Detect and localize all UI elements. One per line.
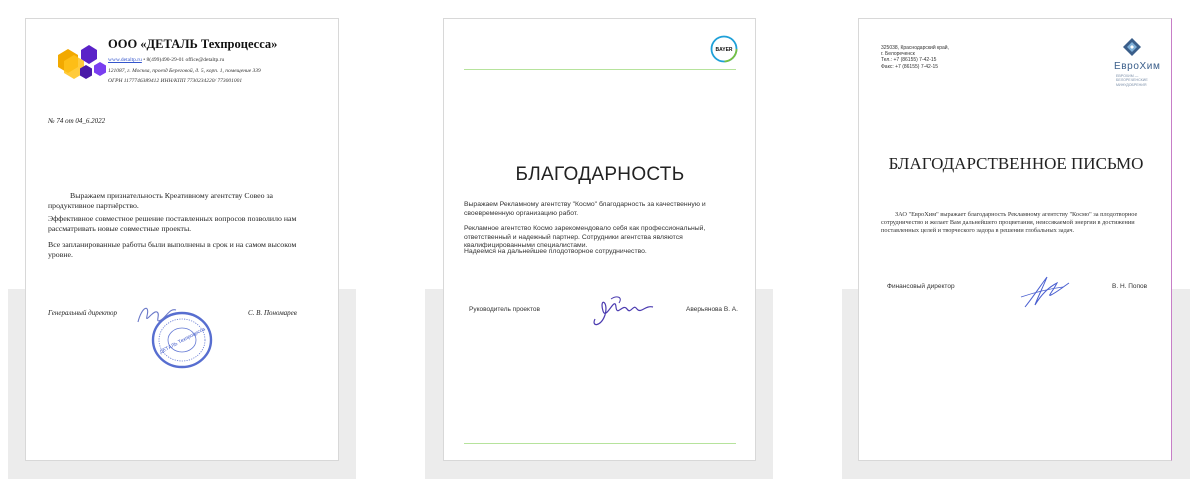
signature-name: С. В. Пономарев	[248, 309, 297, 317]
brand-subtitle: ЕВРОХИМ — БЕЛОРЕЧЕНСКИЕ МИНУДОБРЕНИЯ	[1116, 74, 1148, 87]
address-line: г. Белореченск	[881, 51, 915, 58]
signature-role: Руководитель проектов	[469, 306, 540, 313]
top-divider	[464, 69, 736, 70]
letter-paragraph: Рекламное агентство Космо зарекомендовало себя как профессиональный, ответственный и надежный партнер. Сотрудники агентства являются квалифицированными специалистами.	[464, 225, 706, 250]
letter-number: № 74 от 04_6.2022	[48, 117, 106, 125]
signature-scribble	[134, 302, 180, 328]
signature-scribble	[589, 289, 659, 333]
contact-details: • 8(499)490-29-01 office@detaltp.ru	[141, 57, 225, 63]
letter-paragraph: Выражаем Рекламному агентству "Космо" благодарность за качественную и своевременную организацию работ.	[464, 201, 706, 217]
website-link[interactable]: www.detaltp.ru	[108, 57, 142, 63]
bayer-logo-text: BAYER	[715, 46, 733, 53]
letter-title: БЛАГОДАРНОСТЬ	[515, 164, 685, 185]
signature-scribble	[1017, 273, 1073, 313]
bayer-logo-icon	[710, 35, 738, 63]
company-name: ООО «ДЕТАЛЬ Техпроцесса»	[108, 37, 278, 51]
address-line: Факс: +7 (86155) 7-42-15	[881, 63, 939, 70]
company-registration: ОГРН 1177746389412 ИНН/КПП 7730234220/ 773001001	[108, 78, 243, 84]
letter-paragraph: Все запланированные работы были выполнены в срок и на самом высоком уровне.	[48, 240, 297, 259]
signature-name: Аверьянова В. А.	[686, 306, 738, 313]
letter-card-detal[interactable]	[25, 18, 339, 461]
stamp-text: ДЕТАЛЬ Техпроцесса	[158, 326, 207, 356]
bottom-divider	[464, 443, 736, 444]
letter-card-eurochem[interactable]	[858, 18, 1172, 461]
company-address	[881, 45, 949, 70]
address-line: Тел.: +7 (86155) 7-42-15	[881, 57, 937, 64]
brand-name: ЕвроХим	[1114, 61, 1161, 72]
letter-title: БЛАГОДАРСТВЕННОЕ ПИСЬМО	[888, 154, 1144, 173]
letter-card-bayer[interactable]	[443, 18, 756, 461]
letter-paragraph: Эффективное совместное решение поставленных вопросов позволило нам рассматривать новые совместные проекты.	[48, 214, 297, 233]
letter-paragraph: Выражаем признательность Креативному агентству Совео за продуктивное партнёрство.	[48, 191, 273, 210]
eurochem-logo-icon	[1122, 37, 1142, 57]
signature-role: Генеральный директор	[48, 309, 118, 317]
company-logo-icon	[56, 41, 108, 85]
letter-paragraph: Надеемся на дальнейшее плодотворное сотрудничество.	[464, 248, 647, 255]
address-line: 325038, Краснодарский край,	[881, 45, 949, 51]
letter-body: ЗАО "ЕвроХим" выражает благодарность Рекламному агентству "Космо" за плодотворное сотрудничество и желает Вам дальнейшего процветания, неиссякаемой энергии в достижении поставленных целей и творческого задора в решении глобальных задач.	[881, 211, 1138, 235]
company-contacts	[108, 57, 224, 63]
signature-role: Финансовый директор	[887, 283, 955, 290]
company-address: 121087, г. Москва, проезд Береговой, д. 5, корп. 1, помещение 339	[108, 68, 261, 74]
signature-name: В. Н. Попов	[1112, 283, 1148, 290]
